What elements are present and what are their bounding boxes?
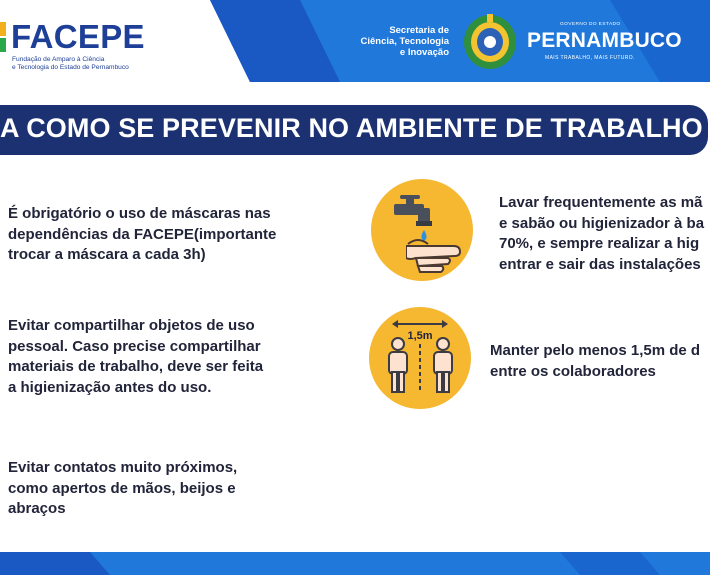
tip-line: e sabão ou higienizador à ba (499, 214, 705, 232)
tip-line: dependências da FACEPE(importante (8, 225, 277, 243)
governo-slogan: MAIS TRABALHO, MAIS FUTURO. (545, 55, 635, 61)
tip-distance (490, 341, 700, 382)
secretaria-line1: Secretaria de (389, 25, 449, 36)
tip-close-contact (8, 458, 237, 520)
tip-line: entrar e sair das instalações (499, 255, 701, 273)
tip-hand-washing (499, 193, 704, 275)
header (0, 0, 710, 82)
pernambuco-crest-icon (461, 12, 519, 72)
facepe-logo-text: FACEPE (11, 18, 145, 55)
secretaria-label (360, 25, 449, 58)
tip-line: Evitar contatos muito próximos, (8, 459, 238, 476)
tip-line: como apertos de mãos, beijos e (8, 479, 236, 497)
tip-line: É obrigatório o uso de máscaras nas (8, 205, 271, 222)
tip-line: materiais de trabalho, deve ser feita (8, 358, 264, 375)
secretaria-line2: Ciência, Tecnologia (360, 36, 449, 47)
facepe-subtitle-line2: e Tecnologia do Estado de Pernambuco (12, 64, 129, 71)
tip-line: 70%, e sempre realizar a hig (499, 235, 700, 252)
tip-line: Evitar compartilhar objetos de uso (8, 317, 255, 334)
tip-line: a higienização antes do uso. (8, 378, 212, 396)
distance-label: 1,5m (407, 330, 433, 342)
tip-line: trocar a máscara a cada 3h) (8, 246, 206, 263)
tip-line: Manter pelo menos 1,5m de d (490, 342, 701, 359)
tip-masks (8, 204, 276, 266)
tip-line: Lavar frequentemente as mã (499, 194, 703, 211)
facepe-logo[interactable] (0, 14, 158, 72)
governo-small-label: GOVERNO DO ESTADO (560, 22, 621, 27)
social-distance-icon (368, 306, 472, 410)
tip-sharing-objects (8, 316, 263, 398)
footer-bar (0, 552, 710, 575)
pernambuco-logo-text: PERNAMBUCO (527, 29, 682, 52)
tip-line: entre os colaboradores (490, 362, 656, 380)
page-title: A COMO SE PREVENIR NO AMBIENTE DE TRABALHO (0, 113, 703, 143)
tip-line: abraços (8, 500, 66, 517)
tip-line: pessoal. Caso precise compartilhar (8, 337, 261, 355)
water-tap-hand-wash-icon (370, 178, 474, 282)
title-bar (0, 105, 708, 155)
secretaria-line3: e Inovação (399, 47, 449, 58)
facepe-subtitle-line1: Fundação de Amparo à Ciência (12, 56, 105, 63)
